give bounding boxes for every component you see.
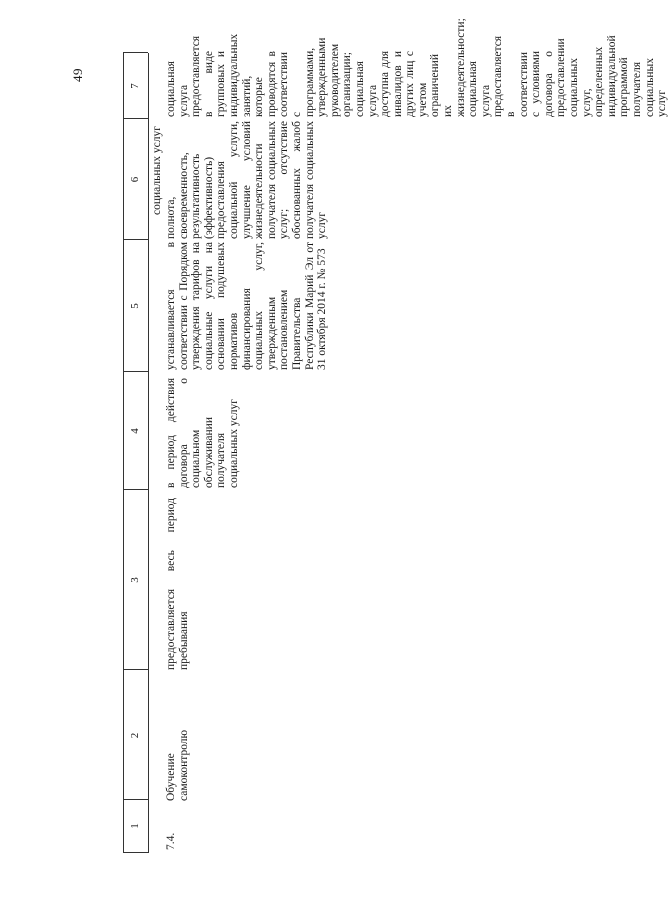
column-number-6: 6 — [123, 118, 148, 240]
service-name: Обучение самоконтролю — [165, 729, 190, 801]
row-number: 7.4. — [165, 832, 177, 850]
service-time-frame: предоставляется весь период пребывания — [165, 498, 190, 670]
service-period: в период действия договора о социальном обслуживании получателя социальных услуг — [165, 378, 240, 488]
column-number-row — [123, 53, 149, 853]
column-number-5: 5 — [123, 239, 148, 372]
service-quality-indicators: полнота, своевременность, результативность (эффективность) предоставления социальной услуги, улучшение условий жизнедеятельности получателя социальных услуг; отсутствие обоснованных жалоб получателя социальных услуг — [165, 121, 329, 239]
service-tariff: устанавливается в соответствии с Порядком утверждения тарифов на социальные услуги на основании подушевых нормативов финансирования социальных услуг, утвержденным постановлением Правительства Республики Марий Эл от 31 октября 2014 г. № 573 — [165, 242, 329, 370]
column-number-7: 7 — [123, 52, 148, 119]
column-number-1: 1 — [123, 799, 148, 853]
column-number-4: 4 — [123, 371, 148, 490]
service-standards-table — [123, 18, 669, 853]
page-number: 49 — [70, 68, 85, 82]
service-conditions: социальная услуга предоставляется в виде групповых и индивидуальных занятий, которые проводятся в соответствии с программами, утвержденными руководителем организации; социальная услуга доступна для инвалидов и других лиц с учетом ограничений их жизнедеятельности; социальная услуга предоставляется в соответствии с условиями договора о предоставлении социальных услуг, определенных индивидуальной программой получателя социальных услуг — [165, 18, 669, 117]
column-number-2: 2 — [123, 669, 148, 801]
column-number-3: 3 — [123, 489, 148, 670]
carryover-text: социальных услуг — [151, 126, 163, 215]
